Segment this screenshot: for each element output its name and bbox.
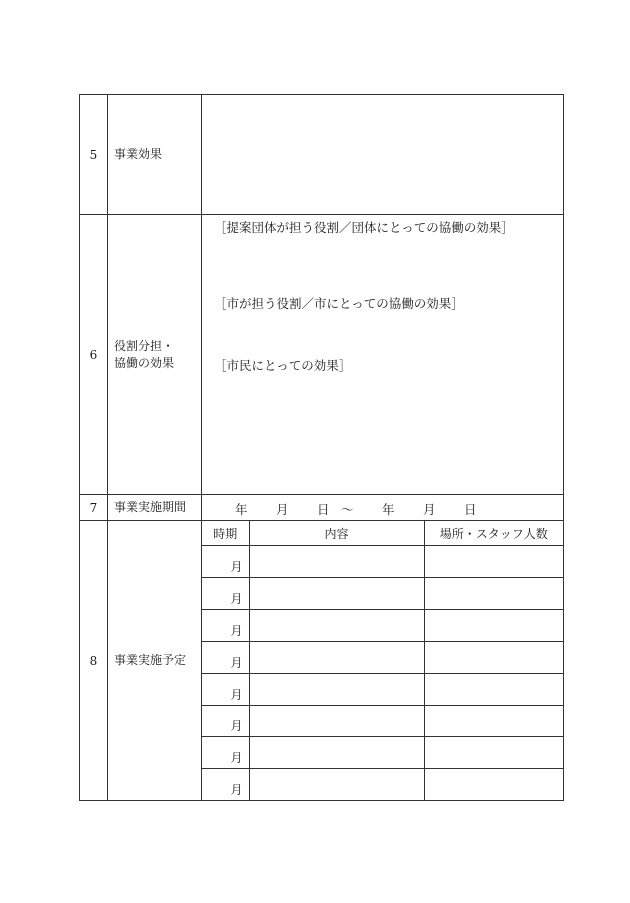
- schedule-row: [202, 641, 563, 673]
- place-staff-cell[interactable]: [424, 737, 563, 769]
- place-staff-cell[interactable]: [424, 673, 563, 705]
- month-cell[interactable]: 月: [202, 705, 249, 737]
- content-cell[interactable]: [249, 705, 424, 737]
- project-effect-entry[interactable]: [202, 95, 564, 215]
- month-cell[interactable]: 月: [202, 609, 249, 641]
- place-staff-cell[interactable]: [424, 769, 563, 800]
- row-6-number: 6: [80, 215, 108, 495]
- schedule-row: [202, 737, 563, 769]
- place-staff-cell[interactable]: [424, 546, 563, 578]
- month-cell[interactable]: 月: [202, 737, 249, 769]
- section-city-role: ［市が担う役割／市にとっての協働の効果］: [214, 296, 464, 311]
- schedule-row: [202, 769, 563, 800]
- period-tilde: ～: [341, 502, 354, 517]
- start-day-unit: 日: [317, 502, 330, 517]
- place-staff-cell[interactable]: [424, 609, 563, 641]
- content-cell[interactable]: [249, 769, 424, 800]
- row-6-label-line2: 協働の効果: [114, 355, 175, 370]
- header-time: 時期: [202, 521, 249, 546]
- start-year-unit: 年: [235, 502, 248, 517]
- end-year-unit: 年: [382, 502, 395, 517]
- month-cell[interactable]: 月: [202, 577, 249, 609]
- row-6-role-sharing: [80, 215, 564, 495]
- end-month-unit: 月: [423, 502, 436, 517]
- period-entry[interactable]: [202, 495, 564, 521]
- row-7-period: [80, 495, 564, 521]
- schedule-table: [202, 521, 563, 800]
- schedule-row: [202, 546, 563, 578]
- content-cell[interactable]: [249, 577, 424, 609]
- schedule-header-row: [202, 521, 563, 546]
- schedule-row: [202, 705, 563, 737]
- row-6-label: [108, 215, 202, 495]
- schedule-row: [202, 673, 563, 705]
- month-cell[interactable]: 月: [202, 673, 249, 705]
- row-7-label: 事業実施期間: [108, 495, 202, 521]
- place-staff-cell[interactable]: [424, 641, 563, 673]
- place-staff-cell[interactable]: [424, 705, 563, 737]
- row-8-schedule: [80, 521, 564, 801]
- content-cell[interactable]: [249, 641, 424, 673]
- month-cell[interactable]: 月: [202, 769, 249, 800]
- row-6-label-line1: 役割分担・: [114, 338, 175, 353]
- place-staff-cell[interactable]: [424, 577, 563, 609]
- section-org-role: ［提案団体が担う役割／団体にとっての協働の効果］: [214, 220, 514, 235]
- content-cell[interactable]: [249, 673, 424, 705]
- header-content: 内容: [249, 521, 424, 546]
- header-place-staff: 場所・スタッフ人数: [424, 521, 563, 546]
- row-5-project-effect: [80, 95, 564, 215]
- role-sharing-entry[interactable]: [202, 215, 564, 495]
- row-5-label: 事業効果: [108, 95, 202, 215]
- schedule-cell: [202, 521, 564, 801]
- month-cell[interactable]: 月: [202, 641, 249, 673]
- row-8-number: 8: [80, 521, 108, 801]
- start-month-unit: 月: [276, 502, 289, 517]
- end-day-unit: 日: [464, 502, 477, 517]
- content-cell[interactable]: [249, 609, 424, 641]
- row-5-number: 5: [80, 95, 108, 215]
- content-cell[interactable]: [249, 737, 424, 769]
- application-form-table: [79, 94, 564, 801]
- schedule-row: [202, 577, 563, 609]
- row-7-number: 7: [80, 495, 108, 521]
- row-8-label: 事業実施予定: [108, 521, 202, 801]
- schedule-row: [202, 609, 563, 641]
- section-citizen-effect: ［市民にとっての効果］: [214, 358, 352, 373]
- content-cell[interactable]: [249, 546, 424, 578]
- month-cell[interactable]: 月: [202, 546, 249, 578]
